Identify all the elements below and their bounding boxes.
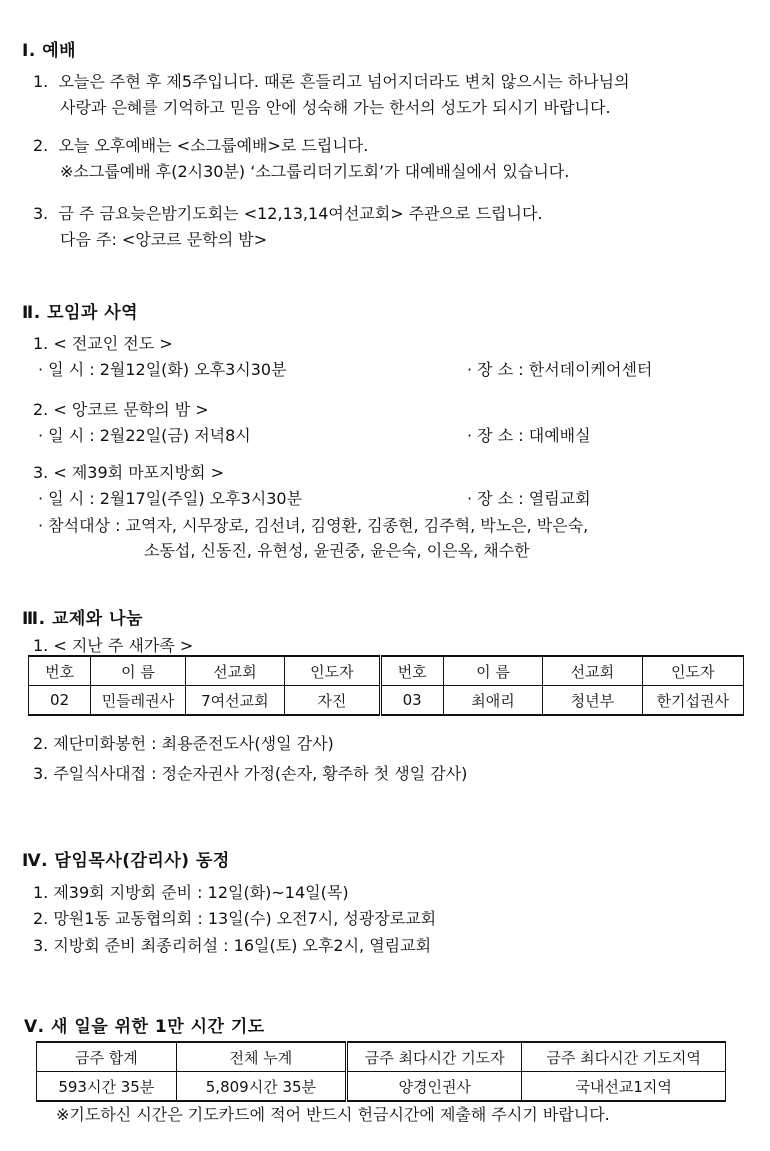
section-5-title: Ⅴ. 새 일을 위한 1만 시간 기도 (24, 1017, 265, 1037)
table-cell: 양경인권사 (347, 1072, 522, 1102)
table-header-cell: 번호 (29, 656, 91, 686)
table-header-cell: 금주 최다시간 기도자 (347, 1042, 522, 1072)
table-row (37, 1072, 726, 1102)
section-3-title: Ⅲ. 교제와 나눔 (22, 609, 143, 629)
s1-item1-line2: 사랑과 은혜를 기억하고 믿음 안에 성숙해 가는 한서의 성도가 되시기 바랍니다. (60, 98, 611, 117)
s1-item3-line1: 3. 금 주 금요늦은밤기도회는 <12,13,14여선교회> 주관으로 드립니다. (33, 204, 543, 223)
s2-item3-head: 3. < 제39회 마포지방회 > (33, 463, 224, 482)
s2-item3-attendees-2: 소동섭, 신동진, 유현성, 윤권중, 윤은숙, 이은옥, 채수한 (144, 541, 530, 560)
s2-item3-date: · 일 시 : 2월17일(주일) 오후3시30분 (38, 489, 303, 508)
table-row (29, 686, 744, 716)
s1-item1-line1: 1. 오늘은 주현 후 제5주입니다. 때론 흔들리고 넘어지더라도 변치 않으시는 하나님의 (33, 72, 630, 91)
s1-item2-line2: ※소그룹예배 후(2시30분) ‘소그룹리더기도회’가 대예배실에서 있습니다. (60, 162, 570, 181)
s1-item3-line2: 다음 주: <앙코르 문학의 밤> (60, 230, 268, 249)
table-cell: 한기섭권사 (642, 686, 743, 716)
section-2-title: Ⅱ. 모임과 사역 (22, 303, 139, 323)
s2-item1-place: · 장 소 : 한서데이케어센터 (467, 360, 653, 379)
s2-item3-place: · 장 소 : 열림교회 (467, 489, 591, 508)
prayer-hours-table (36, 1041, 726, 1102)
new-family-table (28, 655, 744, 716)
s4-item2: 2. 망원1동 교동협의회 : 13일(수) 오전7시, 성광장로교회 (33, 909, 437, 928)
table-header-cell: 금주 최다시간 기도지역 (522, 1042, 726, 1072)
table-cell: 국내선교1지역 (522, 1072, 726, 1102)
table-header-cell: 인도자 (285, 656, 381, 686)
table-cell: 최애리 (443, 686, 542, 716)
table-cell: 02 (29, 686, 91, 716)
s3-item3: 3. 주일식사대접 : 정순자권사 가정(손자, 황주하 첫 생일 감사) (33, 764, 468, 783)
s2-item1-date: · 일 시 : 2월12일(화) 오후3시30분 (38, 360, 287, 379)
table-header-row (29, 656, 744, 686)
s4-item3: 3. 지방회 준비 최종리허설 : 16일(토) 오후2시, 열림교회 (33, 936, 432, 955)
table-header-cell: 인도자 (642, 656, 743, 686)
s2-item1-head: 1. < 전교인 전도 > (33, 334, 173, 353)
s3-item2: 2. 제단미화봉헌 : 최용준전도사(생일 감사) (33, 734, 334, 753)
table-header-cell: 선교회 (185, 656, 284, 686)
table-cell: 03 (380, 686, 443, 716)
table-header-cell: 금주 합계 (37, 1042, 177, 1072)
table-header-cell: 전체 누계 (176, 1042, 346, 1072)
s2-item2-place: · 장 소 : 대예배실 (467, 426, 591, 445)
s2-item2-date: · 일 시 : 2월22일(금) 저녁8시 (38, 426, 251, 445)
table-cell: 청년부 (543, 686, 642, 716)
table-cell: 7여선교회 (185, 686, 284, 716)
section-4-title: Ⅳ. 담임목사(감리사) 동정 (22, 851, 230, 871)
table-header-cell: 선교회 (543, 656, 642, 686)
s3-new-family-heading: 1. < 지난 주 새가족 > (33, 636, 194, 655)
table-header-row (37, 1042, 726, 1072)
s2-item3-attendees-1: · 참석대상 : 교역자, 시무장로, 김선녀, 김영환, 김종현, 김주혁, 박노은, 박은숙, (38, 516, 589, 535)
table-header-cell: 이 름 (443, 656, 542, 686)
table-cell: 자진 (285, 686, 381, 716)
table-header-cell: 번호 (380, 656, 443, 686)
table-header-cell: 이 름 (91, 656, 186, 686)
table-cell: 민들레권사 (91, 686, 186, 716)
table-cell: 593시간 35분 (37, 1072, 177, 1102)
s2-item2-head: 2. < 앙코르 문학의 밤 > (33, 400, 209, 419)
table-cell: 5,809시간 35분 (176, 1072, 346, 1102)
s4-item1: 1. 제39회 지방회 준비 : 12일(화)~14일(목) (33, 883, 349, 902)
s5-note: ※기도하신 시간은 기도카드에 적어 반드시 헌금시간에 제출해 주시기 바랍니다. (56, 1105, 610, 1124)
section-1-title: Ⅰ. 예배 (22, 41, 77, 61)
s1-item2-line1: 2. 오늘 오후예배는 <소그룹예배>로 드립니다. (33, 136, 369, 155)
